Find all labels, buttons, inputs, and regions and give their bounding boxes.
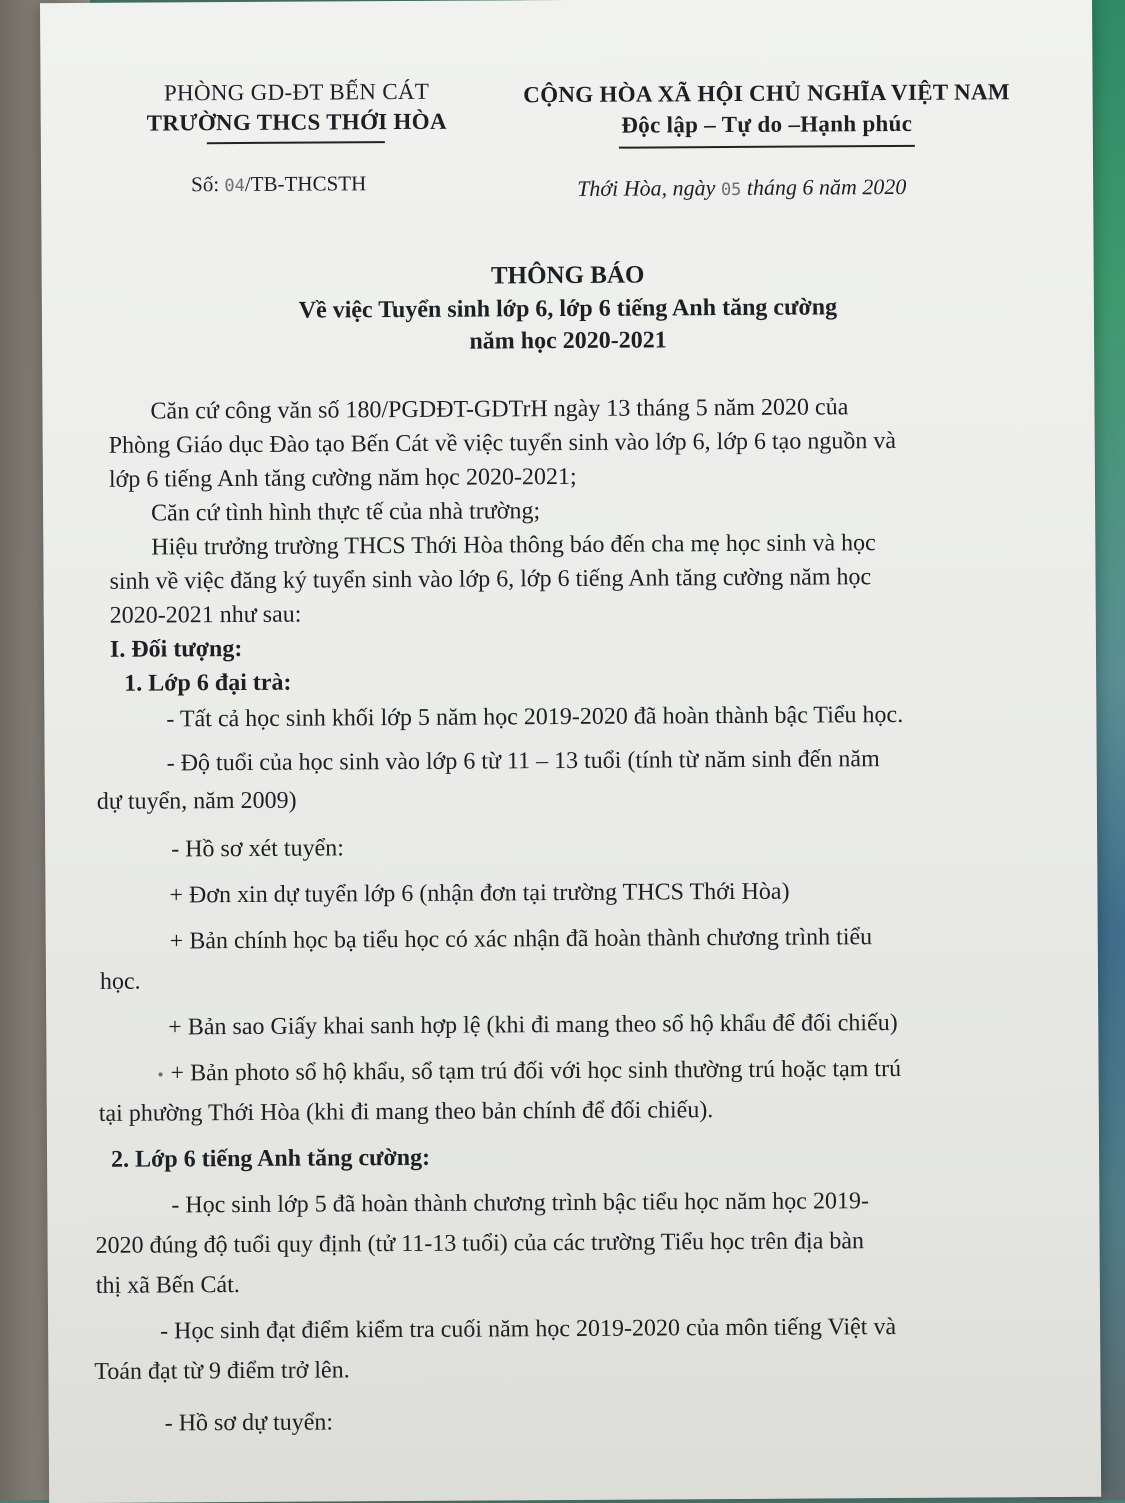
s1-item-c: - Hồ sơ xét tuyển: bbox=[171, 835, 344, 863]
header-country: CỘNG HÒA XÃ HỘI CHỦ NGHĨA VIỆT NAM bbox=[523, 79, 1010, 108]
doc-number-handwritten: 04 bbox=[224, 175, 245, 197]
doc-number bbox=[191, 171, 366, 197]
s2-item-b-line-2: Toán đạt từ 9 điểm trở lên. bbox=[94, 1357, 350, 1385]
s2-item-a-line-3: thị xã Bến Cát. bbox=[95, 1272, 240, 1299]
s1-item-b-line-2: dự tuyển, năm 2009) bbox=[96, 787, 297, 815]
para-3-line-1: Hiệu trưởng trường THCS Thới Hòa thông báo đến cha mẹ học sinh và học bbox=[151, 530, 876, 561]
header-school: TRƯỜNG THCS THỚI HÒA bbox=[146, 108, 447, 136]
s1-item-d: + Đơn xin dự tuyển lớp 6 (nhận đơn tại trường THCS Thới Hòa) bbox=[169, 878, 790, 909]
s2-item-c: - Hồ sơ dự tuyển: bbox=[164, 1409, 334, 1437]
para-3-line-3: 2020-2021 như sau: bbox=[109, 601, 302, 629]
s1-item-e-line-2: học. bbox=[99, 968, 141, 995]
s2-item-b-line-1: - Học sinh đạt điểm kiểm tra cuối năm học 2019-2020 của môn tiếng Việt và bbox=[160, 1314, 897, 1345]
doc-number-prefix: Số: bbox=[191, 172, 220, 197]
para-1-line-3: lớp 6 tiếng Anh tăng cường năm học 2020-2021; bbox=[108, 463, 577, 493]
ink-speck bbox=[159, 1072, 163, 1076]
doc-school-year: năm học 2020-2021 bbox=[469, 327, 667, 355]
date-day-handwritten: 05 bbox=[720, 179, 742, 201]
date-prefix: Thới Hòa, ngày bbox=[577, 175, 716, 201]
para-1-line-2: Phòng Giáo dục Đào tạo Bến Cát về việc tuyển sinh vào lớp 6, lớp 6 tạo nguồn và bbox=[108, 427, 897, 459]
doc-subtitle: Về việc Tuyển sinh lớp 6, lớp 6 tiếng Anh tăng cường bbox=[298, 294, 838, 324]
para-3-line-2: sinh về việc đăng ký tuyển sinh vào lớp 6, lớp 6 tiếng Anh tăng cường năm học bbox=[109, 564, 872, 595]
date-suffix: tháng 6 năm 2020 bbox=[746, 173, 907, 200]
doc-title: THÔNG BÁO bbox=[490, 261, 645, 290]
section-1-heading: I. Đối tượng: bbox=[109, 635, 243, 663]
para-1-line-1: Căn cứ công văn số 180/PGDĐT-GDTrH ngày 13 tháng 5 năm 2020 của bbox=[150, 394, 849, 425]
s2-item-a-line-1: - Học sinh lớp 5 đã hoàn thành chương trình bậc tiểu học năm học 2019- bbox=[171, 1188, 869, 1219]
school-underline bbox=[207, 141, 385, 144]
s1-item-a: - Tất cả học sinh khối lớp 5 năm học 2019-2020 đã hoàn thành bậc Tiểu học. bbox=[166, 701, 904, 733]
s1-item-f: + Bản sao Giấy khai sanh hợp lệ (khi đi mang theo sổ hộ khẩu để đối chiếu) bbox=[168, 1009, 898, 1041]
s2-item-a-line-2: 2020 đúng độ tuổi quy định (tử 11-13 tuổi) của các trường Tiểu học trên địa bàn bbox=[95, 1228, 865, 1259]
s1-item-e-line-1: + Bản chính học bạ tiểu học có xác nhận đã hoàn thành chương trình tiểu bbox=[169, 924, 873, 955]
motto-underline bbox=[619, 145, 915, 148]
header-dept: PHÒNG GD-ĐT BẾN CÁT bbox=[163, 78, 430, 106]
doc-number-suffix: /TB-THCSTH bbox=[244, 171, 367, 196]
document-page bbox=[40, 0, 1101, 1503]
header-motto: Độc lập – Tự do –Hạnh phúc bbox=[621, 110, 913, 138]
s1-item-g-line-2: tại phường Thới Hòa (khi đi mang theo bản chính để đối chiếu). bbox=[98, 1097, 714, 1127]
subsection-1-heading: 1. Lớp 6 đại trà: bbox=[124, 669, 292, 697]
doc-date bbox=[577, 174, 906, 202]
s1-item-b-line-1: - Độ tuổi của học sinh vào lớp 6 từ 11 – 13 tuổi (tính từ năm sinh đến năm bbox=[166, 746, 880, 777]
s1-item-g-line-1: + Bản photo sổ hộ khẩu, sổ tạm trú đối với học sinh thường trú hoặc tạm trú bbox=[170, 1055, 902, 1087]
para-2: Căn cứ tình hình thực tế của nhà trường; bbox=[151, 498, 541, 527]
subsection-2-heading: 2. Lớp 6 tiếng Anh tăng cường: bbox=[110, 1144, 431, 1173]
